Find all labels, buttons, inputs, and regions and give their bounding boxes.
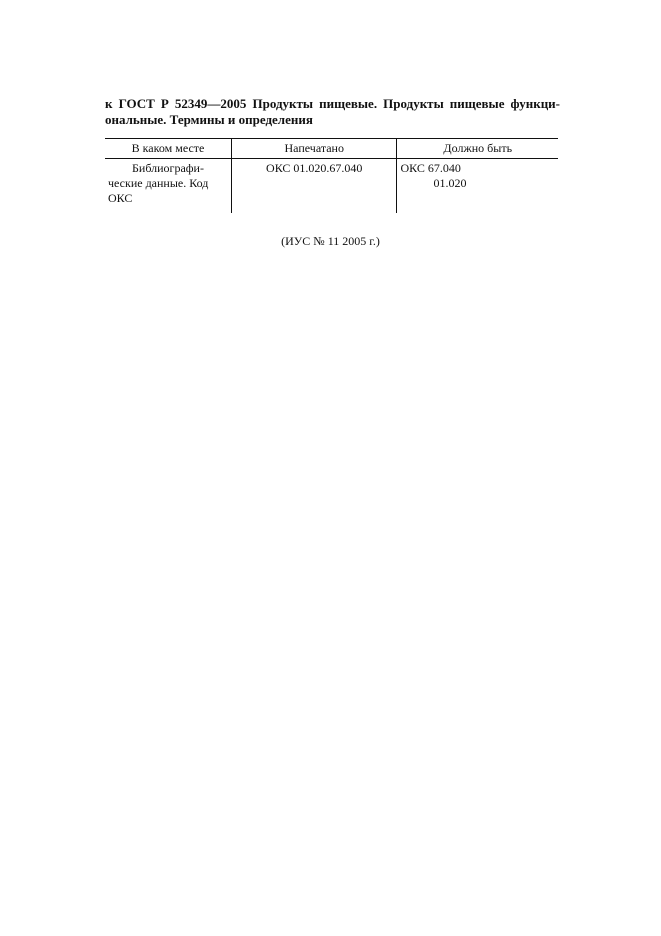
cell-correct (397, 159, 558, 214)
location-line-3: ОКС (108, 191, 133, 205)
correct-line-2: 01.020 (433, 176, 467, 190)
table-header-row (105, 139, 558, 159)
source-reference: (ИУС № 11 2005 г.) (281, 234, 380, 248)
location-line-1: Библиографи- (132, 161, 204, 175)
table-row (105, 159, 558, 214)
correction-table (105, 138, 558, 213)
header-printed: Напечатано (232, 139, 397, 159)
amendment-title (105, 96, 560, 128)
printed-value: ОКС 01.020.67.040 (266, 161, 363, 175)
cell-location (105, 159, 232, 214)
location-line-2: ческие данные. Код (108, 176, 209, 190)
cell-printed (232, 159, 397, 214)
header-correct: Должно быть (397, 139, 558, 159)
title-line-2: ональные. Термины и определения (105, 112, 313, 127)
title-line-1: к ГОСТ Р 52349—2005 Продукты пищевые. Продукты пищевые функци- (105, 96, 560, 111)
correct-line-1: ОКС 67.040 (400, 161, 461, 175)
header-location: В каком месте (105, 139, 232, 159)
